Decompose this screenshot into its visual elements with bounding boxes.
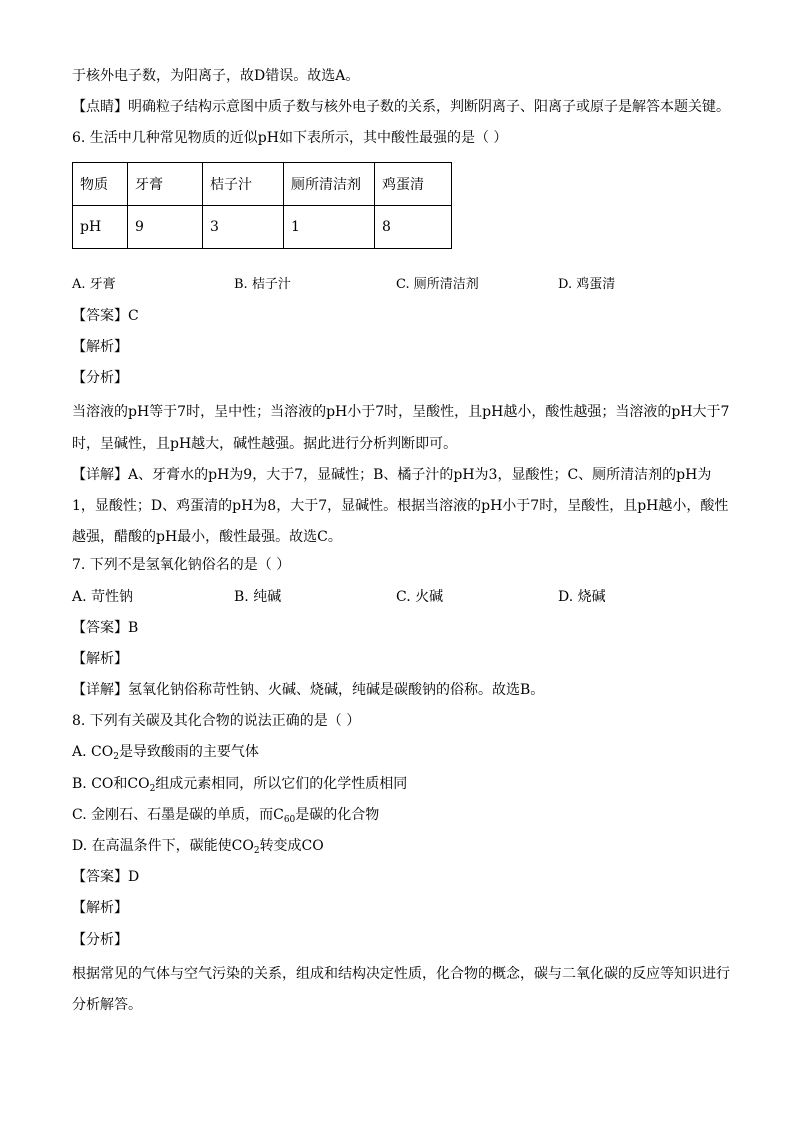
table-header-row (73, 162, 452, 205)
question-7-options (72, 585, 732, 616)
option-a: A. 牙膏 (72, 276, 116, 292)
table-cell: 物质 (73, 162, 128, 205)
question-7-stem: 7. 下列不是氢氧化钠俗名的是（ ） (72, 557, 291, 574)
document-page (72, 64, 732, 1021)
table-cell: pH (73, 205, 128, 248)
answer-label: 【答案】B (72, 619, 139, 636)
option-a: A. $CO_2$是导致酸雨的主要气体 (72, 744, 259, 763)
dianjing-note: 【点睛】明确粒子结构示意图中质子数与核外电子数的关系，判断阴离子、阳离子或原子是解答本题关键。 (72, 99, 730, 116)
table-row (73, 205, 452, 248)
option-c: C. 金刚石、石墨是碳的单质，而$C_{60}$是碳的化合物 (72, 806, 380, 825)
jiexi-label: 【解析】 (72, 900, 128, 917)
text-line: 于核外电子数，为阳离子，故D错误。故选A。 (72, 68, 360, 84)
question-8-stem: 8. 下列有关碳及其化合物的说法正确的是（ ） (72, 713, 361, 730)
fenxi-paragraph: 当溶液的pH等于7时，呈中性；当溶液的pH小于7时，呈酸性，且pH越小，酸性越强；当溶液的pH大于7时，呈碱性，且pH越大，碱性越强。据此进行分析判断即可。 (72, 404, 730, 452)
xiangjie-paragraph: 【详解】A、牙膏水的pH为9，大于7，显碱性；B、橘子汁的pH为3，显酸性；C、厕所清洁剂的pH为1，显酸性；D、鸡蛋清的pH为8，大于7，显碱性。根据当溶液的pH小于7时，呈酸性，且pH越小，酸性越强，醋酸的pH最小，酸性最强。故选C。 (72, 466, 729, 546)
jiexi-label: 【解析】 (72, 650, 128, 667)
answer-label: 【答案】C (72, 307, 139, 324)
table-cell: 1 (284, 205, 375, 248)
fenxi-label: 【分析】 (72, 931, 128, 948)
ph-table (72, 162, 452, 249)
option-d: D. 在高温条件下，碳能使$CO_2$转变成CO (72, 838, 324, 857)
fenxi-label: 【分析】 (72, 370, 128, 387)
table-cell: 桔子汁 (203, 162, 284, 205)
fenxi-paragraph: 根据常见的气体与空气污染的关系，组成和结构决定性质，化合物的概念，碳与二氧化碳的反应等知识进行分析解答。 (72, 965, 730, 1013)
table-cell: 鸡蛋清 (375, 162, 452, 205)
answer-label: 【答案】D (72, 869, 140, 886)
table-cell: 厕所清洁剂 (284, 162, 375, 205)
option-c: C. 厕所清洁剂 (396, 276, 479, 292)
table-cell: 3 (203, 205, 284, 248)
table-cell: 牙膏 (128, 162, 203, 205)
question-6-options (72, 273, 732, 304)
table-cell: 9 (128, 205, 203, 248)
option-a: A. 苛性钠 (72, 588, 134, 605)
option-b: B. 桔子汁 (234, 276, 291, 292)
option-b: B. CO和$CO_2$组成元素相同，所以它们的化学性质相同 (72, 775, 408, 794)
xiangjie-paragraph: 【详解】氢氧化钠俗称苛性钠、火碱、烧碱，纯碱是碳酸钠的俗称。故选B。 (72, 682, 545, 699)
option-d: D. 鸡蛋清 (558, 276, 616, 292)
table-cell: 8 (375, 205, 452, 248)
jiexi-label: 【解析】 (72, 338, 128, 355)
option-d: D. 烧碱 (558, 588, 606, 605)
question-6-stem: 6. 生活中几种常见物质的近似pH如下表所示，其中酸性最强的是（ ） (72, 130, 508, 147)
option-b: B. 纯碱 (234, 588, 282, 605)
option-c: C. 火碱 (396, 588, 444, 605)
